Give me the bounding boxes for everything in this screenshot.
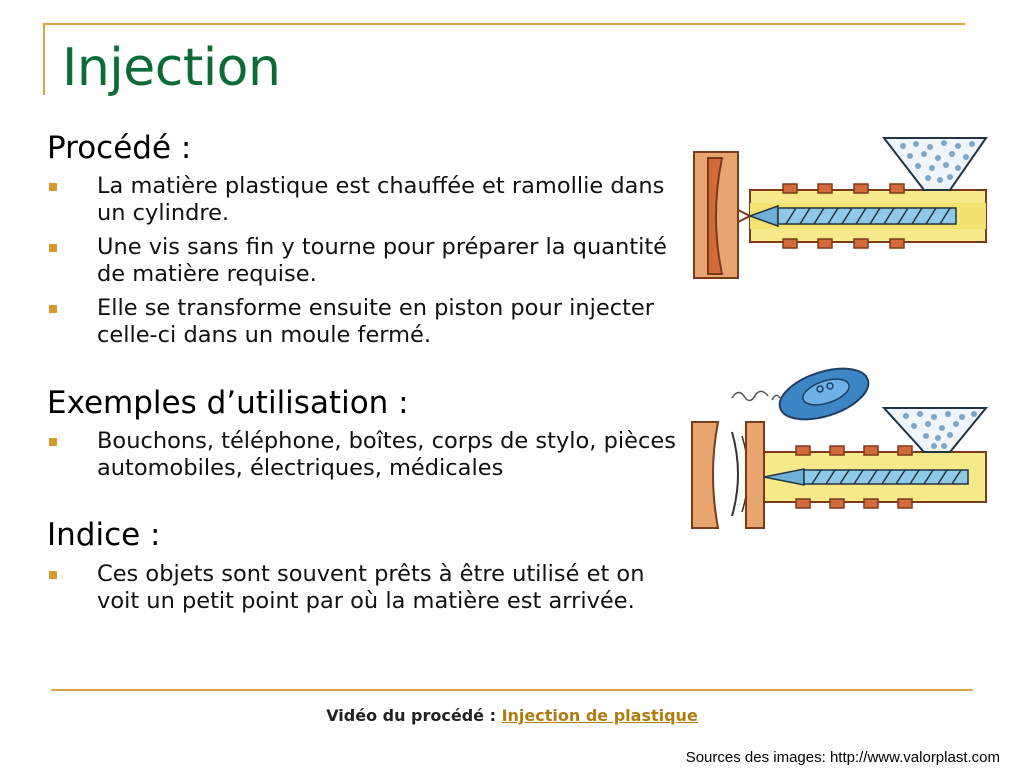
list-item bbox=[47, 173, 677, 227]
list-item-text: Bouchons, téléphone, boîtes, corps de stylo, pièces automobiles, électriques, médicales bbox=[97, 428, 676, 482]
slide-content bbox=[47, 130, 677, 622]
bullet-list-indice bbox=[47, 561, 677, 615]
bullet-square-icon bbox=[49, 244, 57, 252]
bullet-list-procede bbox=[47, 173, 677, 349]
list-item-text: Ces objets sont souvent prêts à être utilisé et on voit un petit point par où la matière est arrivée. bbox=[97, 560, 645, 614]
bullet-square-icon bbox=[49, 183, 57, 191]
footer-divider bbox=[51, 689, 973, 691]
bullet-square-icon bbox=[49, 305, 57, 313]
slide-title: Injection bbox=[62, 38, 281, 98]
list-item-text: Elle se transforme ensuite en piston pour injecter celle-ci dans un moule fermé. bbox=[97, 295, 654, 349]
section-heading-indice: Indice : bbox=[47, 517, 161, 554]
bullet-list-exemples bbox=[47, 428, 677, 482]
injection-machine-open-illustration bbox=[688, 362, 990, 538]
list-item bbox=[47, 428, 677, 482]
section-heading-procede: Procédé : bbox=[47, 130, 192, 166]
video-caption bbox=[0, 706, 1024, 725]
video-caption-prefix: Vidéo du procédé : bbox=[326, 706, 502, 725]
video-link[interactable]: Injection de plastique bbox=[501, 706, 698, 725]
slide-frame-left-line bbox=[43, 23, 45, 95]
section-procede bbox=[47, 130, 677, 349]
slide-frame-top-line bbox=[43, 23, 965, 25]
list-item bbox=[47, 234, 677, 288]
injection-machine-closed-illustration bbox=[688, 132, 990, 282]
section-heading-exemples: Exemples d’utilisation : bbox=[47, 385, 409, 422]
list-item-text: La matière plastique est chauffée et ramollie dans un cylindre. bbox=[97, 173, 665, 227]
list-item bbox=[47, 561, 677, 615]
list-item bbox=[47, 295, 677, 349]
image-sources-note: Sources des images: http://www.valorplast.com bbox=[685, 749, 1000, 766]
section-exemples bbox=[47, 385, 677, 482]
bullet-square-icon bbox=[49, 438, 57, 446]
bullet-square-icon bbox=[49, 571, 57, 579]
section-indice bbox=[47, 517, 677, 614]
list-item-text: Une vis sans fin y tourne pour préparer la quantité de matière requise. bbox=[97, 234, 668, 288]
